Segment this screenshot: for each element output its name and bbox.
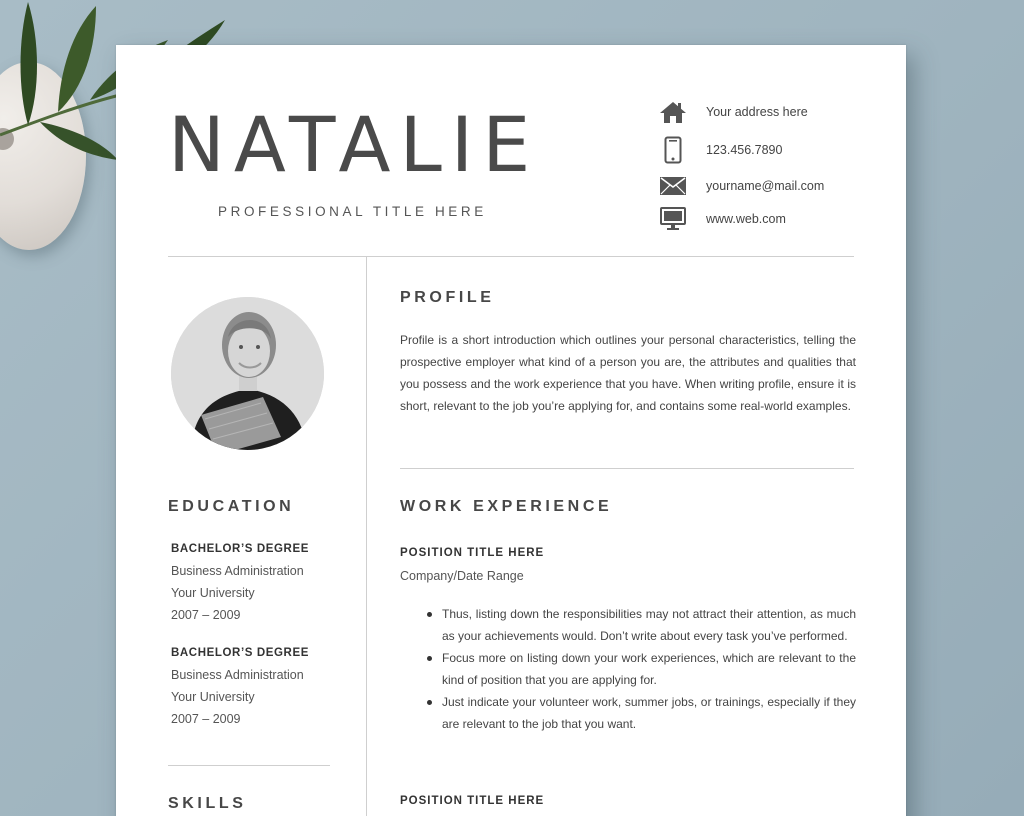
header-divider <box>168 256 854 257</box>
list-item <box>424 603 856 647</box>
education-divider <box>168 765 330 766</box>
responsibilities-list <box>424 603 856 735</box>
degree-school: Your University <box>171 586 255 600</box>
address-text: Your address here <box>706 105 808 119</box>
profile-photo <box>171 297 324 450</box>
skills-heading: SKILLS <box>168 795 247 812</box>
list-item-text: Just indicate your volunteer work, summer jobs, or trainings, especially if they are relevant to the job that you want. <box>442 695 856 731</box>
degree-years: 2007 – 2009 <box>171 608 241 622</box>
profile-text: Profile is a short introduction which outlines your personal characteristics, telling the prospective employer what kind of a person you are, the attributes and qualities that you possess and the work experience that you have. When writing profile, ensure it is short, relevant to the job you’re applying for, and contains some real-world examples. <box>400 333 856 413</box>
phone-icon <box>656 135 690 165</box>
degree-field: Business Administration <box>171 564 304 578</box>
contact-address <box>656 97 808 127</box>
contact-website <box>656 204 786 234</box>
degree-title: BACHELOR’S DEGREE <box>171 543 309 555</box>
education-heading: EDUCATION <box>168 498 295 515</box>
monitor-icon <box>656 204 690 234</box>
degree-field: Business Administration <box>171 668 304 682</box>
website-text: www.web.com <box>706 212 786 226</box>
column-divider <box>366 257 367 816</box>
contact-phone <box>656 135 782 165</box>
email-text: yourname@mail.com <box>706 179 825 193</box>
list-item <box>424 647 856 691</box>
profile-divider <box>400 468 854 469</box>
phone-text: 123.456.7890 <box>706 143 783 157</box>
resume-page <box>116 45 906 816</box>
degree-title: BACHELOR’S DEGREE <box>171 647 309 659</box>
company-date-range: Company/Date Range <box>400 569 524 583</box>
work-experience-heading: WORK EXPERIENCE <box>400 498 613 515</box>
list-item <box>424 691 856 735</box>
candidate-name: NATALIE <box>168 100 540 189</box>
bullet-icon <box>427 612 432 617</box>
mail-icon <box>656 171 690 201</box>
degree-years: 2007 – 2009 <box>171 712 241 726</box>
list-item-text: Thus, listing down the responsibilities may not attract their attention, as much as your achievements would. Don’t write about every task you’ve performed. <box>442 607 856 643</box>
profile-heading: PROFILE <box>400 289 495 306</box>
education-entry <box>171 642 309 730</box>
bullet-icon <box>427 700 432 705</box>
position-title: POSITION TITLE HERE <box>400 795 545 807</box>
degree-school: Your University <box>171 690 255 704</box>
education-entry <box>171 538 309 626</box>
list-item-text: Focus more on listing down your work experiences, which are relevant to the kind of position that you are applying for. <box>442 651 856 687</box>
contact-email <box>656 171 824 201</box>
position-title: POSITION TITLE HERE <box>400 547 545 559</box>
bullet-icon <box>427 656 432 661</box>
home-icon <box>656 97 690 127</box>
professional-title: PROFESSIONAL TITLE HERE <box>218 204 487 219</box>
